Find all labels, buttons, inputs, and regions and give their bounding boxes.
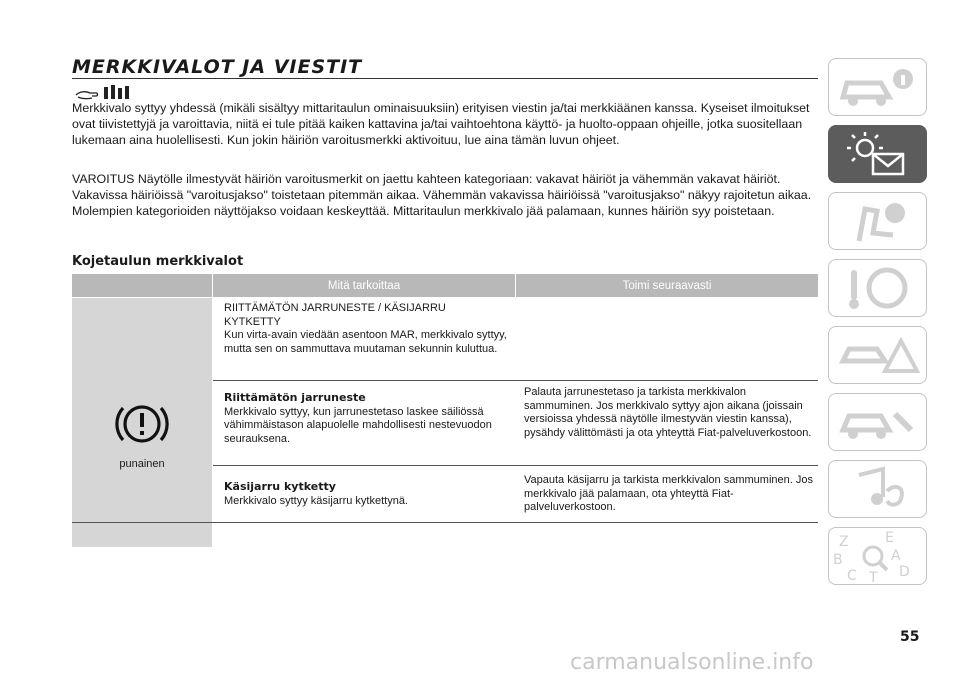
page-title: MERKKIVALOT JA VIESTIT [72,56,363,78]
tab-warning-lights[interactable] [828,125,927,183]
multimedia-note-icon [829,461,928,519]
index-letter: D [899,564,910,580]
car-info-icon [829,59,928,117]
row-divider [213,465,818,466]
index-letter: B [833,552,843,568]
row3-text: Merkkivalo syttyy käsijarru kytkettynä. [224,494,408,507]
table-icon-cell [72,298,212,547]
page-number: 55 [900,629,920,645]
alphabetical-index-icon [829,528,928,586]
car-service-wrench-icon [829,394,928,452]
table-bottom-rule [72,522,818,523]
section-title: Kojetaulun merkkivalot [72,254,244,269]
icon-color-caption: punainen [119,458,165,470]
tab-safety[interactable] [828,192,927,250]
steering-wheel-key-icon [829,260,928,318]
tab-maintenance[interactable] [828,393,927,451]
table-header-action: Toimi seuraavasti [516,274,818,297]
index-letter: T [869,570,878,586]
index-letter: A [891,548,901,564]
tab-emergency[interactable] [828,326,927,384]
table-header-meaning: Mitä tarkoittaa [213,274,515,297]
row2-heading: Riittämätön jarruneste [224,391,366,404]
row3-heading: Käsijarru kytketty [224,480,336,493]
intro-paragraph-2: VAROITUS Näytölle ilmestyvät häiriön varoitusmerkit on jaettu kahteen kategoriaan: vakavat häiriöt ja vähemmän vakavat häiriöt. Vakavissa häiriöissä "varoitusjakso" toistetaan pitemmän aikaa. Vähemmän vakavissa häiriöissä "varoitusjakso" näkyy rajoitetun aikaa. Molempien kategorioiden näyttöjakso voidaan keskeyttää. Mittaritaulun merkkivalo jää palamaan, kunnes häiriön syy poistetaan. [72,172,812,218]
row2-meaning [224,391,514,446]
car-accident-triangle-icon [829,327,928,385]
row2-action: Palauta jarrunestetaso ja tarkista merkkivalon sammuminen. Jos merkkivalo syttyy ajon aikana (joissain versioissa yhdessä näytölle ilmestyvän viestin kanssa), pysähdy välittömästi ja ota yhteyttä Fiat-palveluverkostoon. [524,386,812,439]
table-header-icon [72,274,212,297]
row1-text: Kun virta-avain viedään asentoon MAR, merkkivalo syttyy, mutta sen on sammuttava muutaman sekunnin kuluttua. [224,329,507,355]
row3-action: Vapauta käsijarru ja tarkista merkkivalon sammuminen. Jos merkkivalo jää palamaan, ota yhteyttä Fiat-palveluverkostoon. [524,474,813,513]
title-divider [72,78,818,79]
row3-meaning [224,480,514,508]
brake-warning-icon [114,396,170,452]
row1-title-line1: RIITTÄMÄTÖN JARRUNESTE / KÄSIJARRU [224,302,446,314]
airbag-seat-icon [829,193,928,251]
tab-index[interactable] [828,527,927,585]
warning-light-message-icon [829,126,928,184]
index-letter: Z [839,534,849,550]
hand-pointer-icon [74,83,136,101]
row1-title-line2: KYTKETTY [224,315,281,328]
index-letter: C [847,568,857,584]
watermark: carmanualsonline.info [570,650,814,675]
tab-car-info[interactable] [828,58,927,116]
tab-multimedia[interactable] [828,460,927,518]
row-divider [213,380,818,381]
row2-text: Merkkivalo syttyy, kun jarrunestetaso laskee säiliössä vähimmäistason alapuolelle mahdollisesti nestevuodon seurauksena. [224,405,492,445]
intro-paragraph-1: Merkkivalo syttyy yhdessä (mikäli sisältyy mittaritaulun ominaisuuksiin) erityisen viestin ja/tai merkkiäänen kanssa. Kyseiset ilmoitukset ovat tiivistettyjä ja varoittavia, niitä ei tule pitää kaiken kattavina ja/tai vaihtoehtona käyttö- ja huolto-oppaan ohjeille, jotka suositellaan lukemaan aina huolellisesti. Kun jokin häiriön varoitusmerkki aktivoituu, lue aina tämän luvun ohjeet. [72,101,810,147]
row1-meaning [224,302,514,356]
tab-starting-driving[interactable] [828,259,927,317]
index-letter: E [885,530,894,546]
